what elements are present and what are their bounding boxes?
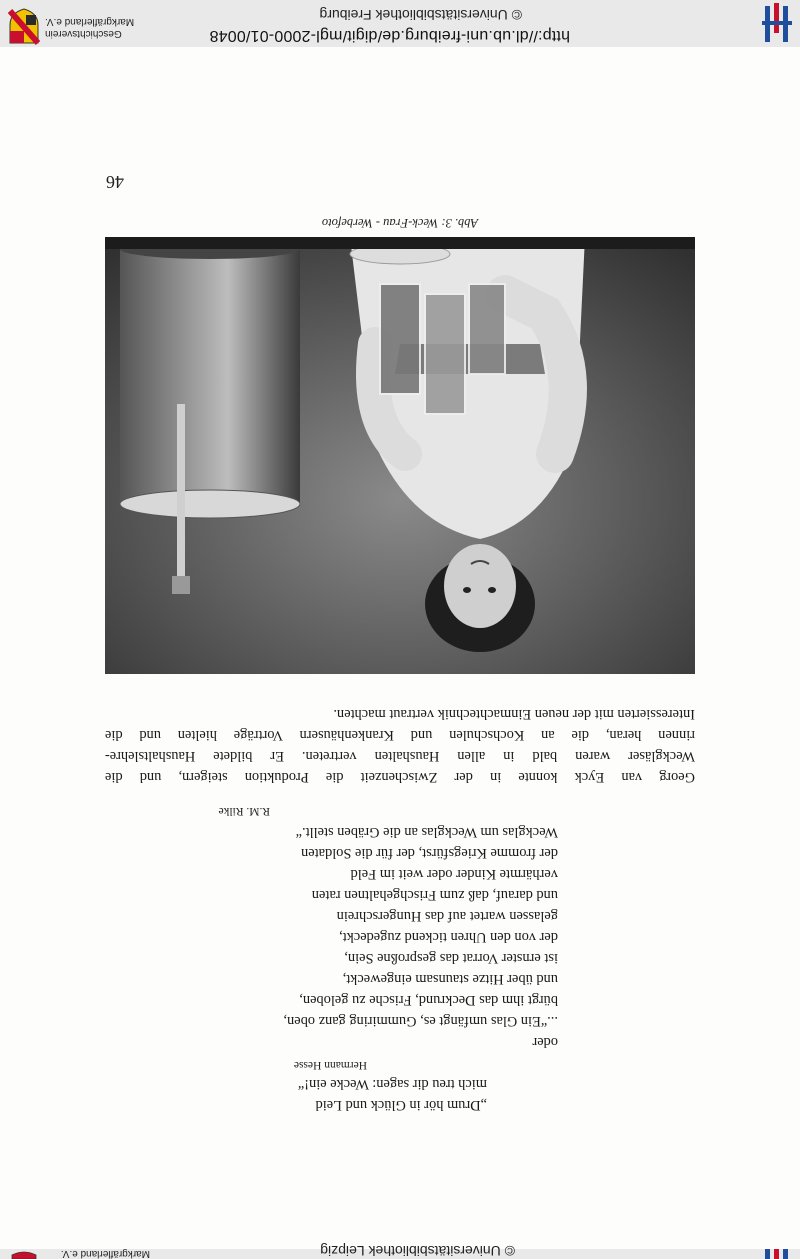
poem-author: R.M. Rilke (218, 805, 270, 817)
poem-line: und darauf, daß zum Frischgehaltnen raten (311, 887, 558, 903)
poem-hesse (298, 1073, 487, 1115)
top-copyright-fragment: © Universitätsbibliothek Leipzig (320, 1243, 515, 1259)
university-logo-icon (758, 0, 796, 47)
poem-line: ...“Ein Glas umfängt es, Gummiring ganz oben, (283, 1013, 558, 1029)
figure-caption: Abb. 3: Weck-Frau - Werbefoto (321, 216, 479, 230)
document-url-link[interactable]: http://dl.ub.uni-freiburg.de/digit/mgl-2000-01/0048 (209, 27, 570, 44)
paragraph-line: Georg van Eyck konnte in der Zwischenzeit die Produktion steigern, und die (105, 769, 695, 785)
poem-author: Hermann Hesse (293, 1059, 367, 1071)
poem-line: mich treu dir sagen: Wecke ein!“ (297, 1076, 487, 1092)
weck-woman-photo (105, 237, 695, 674)
paragraph-line: Weckgläser waren bald in allen Haushalten vertreten. Er bildete Haushaltslehre- (105, 748, 695, 764)
poem-line: und über Hitze staunsam eingeweckt, (342, 971, 558, 987)
poem-line: der von den Uhren tickend zugedeckt, (339, 929, 558, 945)
society-name (45, 15, 150, 39)
society-line: Markgräflerland e.V. (45, 16, 135, 27)
copyright-text: © Universitätsbibliothek Freiburg (319, 7, 522, 23)
society-line: Geschichtsverein (45, 28, 122, 39)
poem-rilke (283, 821, 558, 1031)
university-logo-icon (758, 1249, 796, 1259)
poem-line: Weckglas um Weckglas an die Gräben stellt.“ (295, 824, 558, 840)
page-number: 46 (106, 172, 124, 192)
society-crest-icon (8, 7, 40, 45)
paragraph-line: rinnen heran, die an Kochschulen und Krankenhäusern Vorträge hielten und die (105, 727, 695, 743)
top-society-fragment: Markgräflerland e.V. (60, 1248, 150, 1259)
poem-line: der fromme Kriegsfürst, der für die Soldaten (301, 845, 558, 861)
paragraph-line: Interessierten mit der neuen Einmachtechnik vertraut machten. (333, 706, 695, 722)
society-crest-icon (10, 1251, 38, 1259)
connector-word: oder (532, 1034, 558, 1050)
poem-line: bürgt ihm das Deckrund, Frische zu geloben, (299, 992, 558, 1008)
poem-line: „Drum hör in Glück und Leid (315, 1097, 487, 1113)
body-paragraph (105, 703, 695, 787)
poem-line: verhärmte Kinder oder weit im Feld (350, 866, 558, 882)
poem-line: gelassen wartet auf das Hungerschrein (336, 908, 558, 924)
poem-line: ist ernster Vorrat das gesproßne Sein, (344, 950, 558, 966)
